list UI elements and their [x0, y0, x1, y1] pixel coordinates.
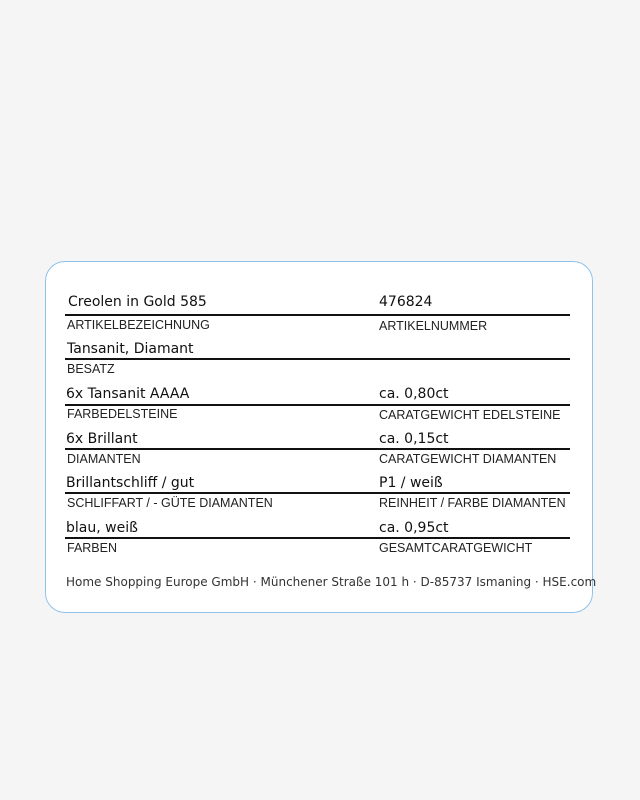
row-rule-right — [371, 492, 570, 494]
diamonds-value: 6x Brillant — [66, 431, 138, 447]
setting-value: Tansanit, Diamant — [67, 341, 194, 357]
company-footer: Home Shopping Europe GmbH · Münchener Straße 101 h · D-85737 Ismaning · HSE.com — [66, 575, 597, 589]
diamonds-carat-value: ca. 0,15ct — [379, 431, 449, 447]
row-rule-right — [371, 537, 570, 539]
product-certificate-card — [45, 261, 597, 613]
row-rule-left — [65, 492, 371, 494]
total-carat-label: GESAMTCARATGEWICHT — [379, 541, 533, 555]
row-rule-left — [65, 404, 371, 406]
row-rule-left — [65, 537, 371, 539]
article-name-value: Creolen in Gold 585 — [68, 294, 207, 310]
clarity-color-value: P1 / weiß — [379, 475, 443, 491]
row-rule-left — [65, 358, 570, 360]
diamonds-label: DIAMANTEN — [67, 452, 141, 466]
row-rule-right — [371, 314, 570, 316]
article-number-value: 476824 — [379, 294, 433, 310]
row-rule-left — [65, 314, 371, 316]
article-name-label: ARTIKELBEZEICHNUNG — [67, 318, 210, 332]
clarity-color-label: REINHEIT / FARBE DIAMANTEN — [379, 496, 566, 510]
gemstones-label: FARBEDELSTEINE — [67, 407, 178, 421]
article-number-label: ARTIKELNUMMER — [379, 319, 488, 333]
row-rule-right — [371, 448, 570, 450]
gemstones-carat-value: ca. 0,80ct — [379, 386, 449, 402]
total-carat-value: ca. 0,95ct — [379, 520, 449, 536]
gemstones-carat-label: CARATGEWICHT EDELSTEINE — [379, 408, 561, 422]
gemstones-value: 6x Tansanit AAAA — [66, 386, 190, 402]
setting-label: BESATZ — [67, 362, 115, 376]
cut-quality-label: SCHLIFFART / - GÜTE DIAMANTEN — [67, 496, 273, 510]
colors-value: blau, weiß — [66, 520, 138, 536]
diamonds-carat-label: CARATGEWICHT DIAMANTEN — [379, 452, 557, 466]
row-rule-right — [371, 404, 570, 406]
row-rule-left — [65, 448, 371, 450]
cut-quality-value: Brillantschliff / gut — [66, 475, 195, 491]
colors-label: FARBEN — [67, 541, 118, 555]
